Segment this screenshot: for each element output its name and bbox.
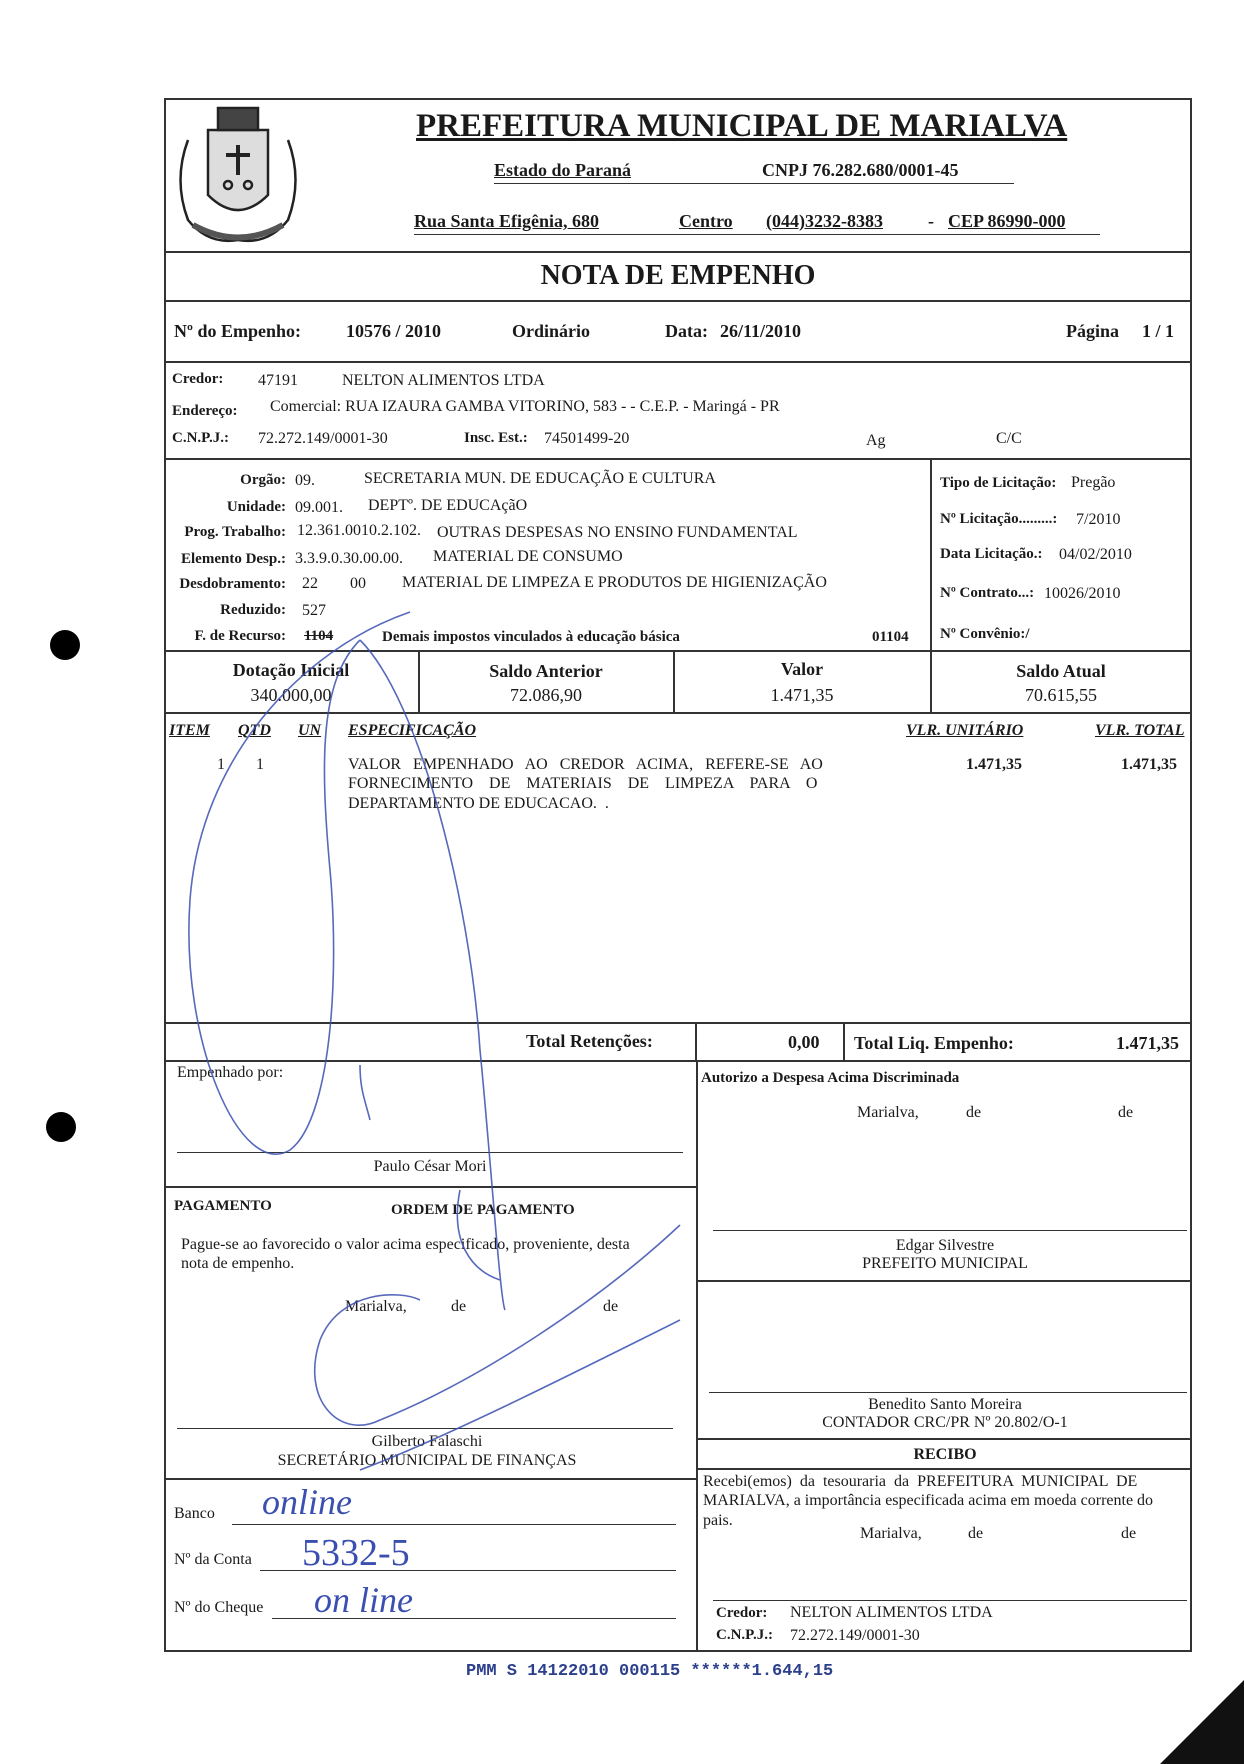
banco-line	[232, 1524, 676, 1525]
ag-label: Ag	[866, 432, 886, 449]
endereco-value: Comercial: RUA IZAURA GAMBA VITORINO, 583 - - C.E.P. - Maringá - PR	[270, 398, 780, 415]
tipo-licitacao-label: Tipo de Licitação:	[940, 475, 1057, 491]
recibo-text2: MARIALVA, a importância especificada acima em moeda corrente do	[703, 1492, 1154, 1509]
recibo-text1: Recebi(emos) da tesouraria da PREFEITURA MUNICIPAL DE	[703, 1473, 1138, 1490]
orgao-label: Orgão:	[240, 472, 286, 488]
retencoes-value: 0,00	[788, 1032, 820, 1052]
recurso-value: Demais impostos vinculados à educação básica	[382, 629, 680, 645]
recurso-label: F. de Recurso:	[194, 628, 286, 644]
col-unit: VLR. UNITÁRIO	[906, 722, 1024, 739]
desdobramento-code1: 22	[302, 575, 318, 592]
recibo-text3: pais.	[703, 1512, 733, 1529]
pagamento-de1: de	[451, 1298, 467, 1315]
banco-handwritten: online	[262, 1482, 352, 1522]
insc-label: Insc. Est.:	[464, 430, 528, 446]
col-total: VLR. TOTAL	[1095, 722, 1185, 739]
prog-value: OUTRAS DESPESAS NO ENSINO FUNDAMENTAL	[437, 524, 798, 541]
endereco-label: Endereço:	[172, 403, 238, 419]
unidade-code: 09.001.	[295, 499, 343, 516]
credor-code: 47191	[258, 372, 298, 389]
footer-stamp: PMM S 14122010 000115 ******1.644,15	[466, 1662, 834, 1681]
header-cep: CEP 86990-000	[948, 211, 1066, 231]
pagamento-signature-line	[177, 1428, 673, 1429]
data-licitacao-label: Data Licitação.:	[940, 546, 1043, 562]
ordem-label: ORDEM DE PAGAMENTO	[391, 1202, 575, 1218]
document-title: NOTA DE EMPENHO	[540, 260, 816, 291]
item-unit-value: 1.471,35	[966, 756, 1022, 773]
recibo-cnpj-label: C.N.P.J.:	[716, 1627, 773, 1643]
recibo-credor-value: NELTON ALIMENTOS LTDA	[790, 1604, 993, 1621]
empenhado-signature-line	[177, 1152, 683, 1153]
reduzido-label: Reduzido:	[220, 602, 286, 618]
autorizo-label: Autorizo a Despesa Acima Discriminada	[701, 1070, 960, 1086]
orgao-code: 09.	[295, 472, 315, 489]
pagamento-de2: de	[603, 1298, 619, 1315]
insc-value: 74501499-20	[544, 430, 630, 447]
credor-label: Credor:	[172, 371, 224, 387]
anterior-label: Saldo Anterior	[489, 661, 603, 681]
conta-label: Nº da Conta	[174, 1551, 252, 1568]
empenho-number: 10576 / 2010	[346, 321, 442, 341]
unidade-label: Unidade:	[226, 499, 286, 515]
desdobramento-label: Desdobramento:	[179, 576, 286, 592]
page-number: 1 / 1	[1142, 321, 1175, 341]
valor-value: 1.471,35	[770, 685, 834, 705]
header-sep: -	[928, 211, 934, 231]
pagamento-label: PAGAMENTO	[174, 1198, 272, 1214]
header-address-underline	[414, 234, 1100, 235]
num-licitacao-value: 7/2010	[1076, 511, 1121, 528]
conta-handwritten: 5332-5	[302, 1532, 410, 1574]
item-spec-line3: DEPARTAMENTO DE EDUCACAO. .	[348, 795, 609, 812]
punch-hole-icon	[50, 630, 80, 660]
item-total-value: 1.471,35	[1121, 756, 1177, 773]
contrato-label: Nº Contrato...:	[940, 585, 1035, 601]
autorizo-name: Edgar Silvestre	[895, 1237, 995, 1254]
page-label: Página	[1066, 321, 1120, 341]
col-un: UN	[298, 722, 322, 739]
header-cnpj: CNPJ 76.282.680/0001-45	[762, 160, 959, 180]
autorizo-city: Marialva,	[857, 1104, 919, 1121]
orgao-value: SECRETARIA MUN. DE EDUCAÇÃO E CULTURA	[364, 470, 716, 487]
autorizo-de2: de	[1118, 1104, 1134, 1121]
autorizo-signature-line	[713, 1230, 1187, 1231]
header-estado: Estado do Paraná	[494, 160, 632, 180]
desdobramento-value: MATERIAL DE LIMPEZA E PRODUTOS DE HIGIENIZAÇÃO	[402, 574, 827, 591]
cheque-label: Nº do Cheque	[174, 1599, 264, 1616]
elemento-value: MATERIAL DE CONSUMO	[433, 548, 623, 565]
anterior-value: 72.086,90	[510, 685, 582, 705]
header-address: Rua Santa Efigênia, 680	[414, 211, 600, 231]
pagamento-role: SECRETÁRIO MUNICIPAL DE FINANÇAS	[277, 1452, 577, 1469]
pagamento-text1: Pague-se ao favorecido o valor acima especificado, proveniente, desta	[181, 1236, 630, 1253]
empenho-date-label: Data:	[665, 321, 708, 341]
item-qtd: 1	[256, 756, 264, 773]
item-spec-line2: FORNECIMENTO DE MATERIAIS DE LIMPEZA PARA O	[348, 775, 818, 792]
prog-code: 12.361.0010.2.102.	[297, 522, 421, 539]
tipo-licitacao-value: Pregão	[1071, 474, 1116, 491]
pagamento-name: Gilberto Falaschi	[371, 1433, 483, 1450]
liq-value: 1.471,35	[1116, 1033, 1179, 1053]
recibo-cnpj-value: 72.272.149/0001-30	[790, 1627, 920, 1644]
item-spec-line1: VALOR EMPENHADO AO CREDOR ACIMA, REFERE-SE AO	[348, 756, 823, 773]
empenho-date: 26/11/2010	[720, 321, 802, 341]
dotacao-value: 340.000,00	[250, 685, 332, 705]
pagamento-city: Marialva,	[345, 1298, 407, 1315]
contador-signature-line	[709, 1392, 1187, 1393]
elemento-code: 3.3.9.0.30.00.00.	[295, 550, 403, 567]
cc-label: C/C	[996, 430, 1022, 447]
cheque-handwritten: on line	[314, 1580, 413, 1620]
convenio-label: Nº Convênio:/	[940, 626, 1030, 642]
recurso-number: 01104	[872, 629, 909, 645]
retencoes-label: Total Retenções:	[526, 1031, 653, 1051]
empenho-label: Nº do Empenho:	[174, 321, 301, 341]
recibo-de1: de	[968, 1525, 984, 1542]
contador-name: Benedito Santo Moreira	[868, 1396, 1022, 1413]
autorizo-de1: de	[966, 1104, 982, 1121]
recibo-de2: de	[1121, 1525, 1137, 1542]
header-title: PREFEITURA MUNICIPAL DE MARIALVA	[416, 108, 1068, 144]
header-phone: (044)3232-8383	[766, 211, 883, 231]
empenhado-label: Empenhado por:	[177, 1064, 284, 1081]
recurso-code: 1104	[304, 628, 334, 644]
empenhado-name: Paulo César Mori	[373, 1158, 487, 1175]
header-centro: Centro	[679, 211, 733, 231]
reduzido-value: 527	[302, 602, 326, 619]
valor-label: Valor	[780, 659, 824, 679]
header-estado-underline	[494, 183, 1014, 184]
dotacao-label: Dotação Inicial	[232, 660, 350, 680]
col-item: ITEM	[169, 722, 210, 739]
atual-value: 70.615,55	[1025, 685, 1097, 705]
autorizo-role: PREFEITO MUNICIPAL	[862, 1255, 1028, 1272]
credor-name: NELTON ALIMENTOS LTDA	[342, 372, 545, 389]
recibo-label: RECIBO	[913, 1446, 977, 1463]
pagamento-text2: nota de empenho.	[181, 1255, 295, 1272]
contador-role: CONTADOR CRC/PR Nº 20.802/O-1	[822, 1414, 1068, 1431]
contrato-value: 10026/2010	[1044, 585, 1121, 602]
empenho-type: Ordinário	[512, 321, 591, 341]
recibo-credor-label: Credor:	[716, 1605, 768, 1621]
punch-hole-icon	[46, 1112, 76, 1142]
elemento-label: Elemento Desp.:	[181, 551, 286, 567]
item-number: 1	[217, 756, 225, 773]
liq-label: Total Liq. Empenho:	[854, 1033, 1014, 1053]
unidade-value: DEPTº. DE EDUCAçãO	[368, 497, 528, 514]
scan-corner-shadow	[1160, 1680, 1244, 1764]
recibo-signature-line	[713, 1600, 1187, 1601]
desdobramento-code2: 00	[350, 575, 366, 592]
data-licitacao-value: 04/02/2010	[1059, 546, 1132, 563]
col-qtd: QTD	[238, 722, 271, 739]
atual-label: Saldo Atual	[1016, 661, 1106, 681]
recibo-city: Marialva,	[860, 1525, 922, 1542]
banco-label: Banco	[174, 1505, 215, 1522]
col-spec: ESPECIFICAÇÃO	[348, 722, 477, 739]
cnpj-value: 72.272.149/0001-30	[258, 430, 388, 447]
coat-of-arms-icon	[168, 100, 308, 250]
cnpj-label: C.N.P.J.:	[172, 430, 229, 446]
num-licitacao-label: Nº Licitação.........:	[940, 511, 1058, 527]
prog-label: Prog. Trabalho:	[184, 524, 286, 540]
